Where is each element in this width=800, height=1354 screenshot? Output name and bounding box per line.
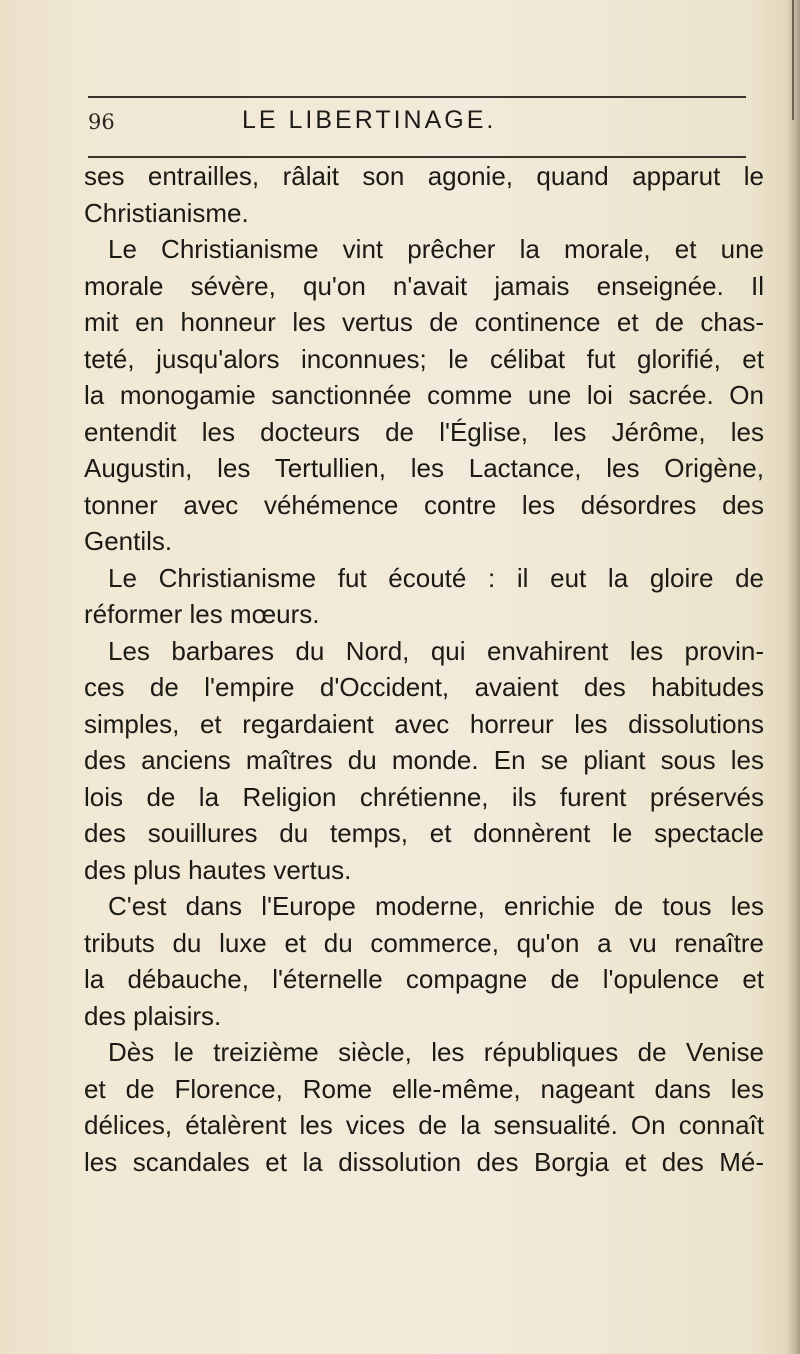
text-line: Le Christianisme fut écouté : il eut la gloire de (108, 562, 764, 593)
text-line: la débauche, l'éternelle compagne de l'opulence et (84, 964, 764, 994)
running-title: LE LIBERTINAGE. (242, 106, 497, 134)
text-line: Gentils. (84, 526, 173, 556)
page-edge-shadow (786, 0, 800, 1354)
text-line: Les barbares du Nord, qui envahirent les provin- (108, 635, 764, 666)
text-line: réformer les mœurs. (84, 599, 320, 629)
text-line: C'est dans l'Europe moderne, enrichie de tous les (108, 891, 764, 921)
text-line: Christianisme. (84, 197, 249, 228)
text-line: Dès le treizième siècle, les républiques de Venise (108, 1037, 764, 1067)
text-line: et de Florence, Rome elle-même, nageant dans les (84, 1073, 764, 1104)
text-line: ces de l'empire d'Occident, avaient des habitudes (84, 672, 764, 702)
text-line: la monogamie sanctionnée comme une loi sacrée. On (84, 380, 764, 410)
text-line: des anciens maîtres du monde. En se pliant sous les (84, 745, 764, 775)
text-line: tonner avec véhémence contre les désordres des (84, 489, 764, 520)
text-line: teté, jusqu'alors inconnues; le célibat fut glorifié, et (84, 343, 764, 374)
text-line: lois de la Religion chrétienne, ils furent préservés (84, 781, 764, 812)
text-line: tributs du luxe et du commerce, qu'on a vu renaître (84, 927, 764, 958)
page-header (88, 104, 748, 148)
body-text (84, 158, 764, 1180)
text-line: les scandales et la dissolution des Borgia et des Mé- (84, 1146, 764, 1177)
text-line: des souillures du temps, et donnèrent le spectacle (84, 818, 764, 848)
text-line: morale sévère, qu'on n'avait jamais enseignée. Il (84, 270, 764, 301)
page-edge-line (792, 0, 794, 120)
text-line: mit en honneur les vertus de continence et de chas- (84, 307, 764, 337)
text-line: Augustin, les Tertullien, les Lactance, les Origène, (84, 453, 764, 483)
text-line: entendit les docteurs de l'Église, les Jérôme, les (84, 416, 764, 447)
text-line: des plaisirs. (84, 1000, 222, 1031)
text-line: ses entrailles, râlait son agonie, quand apparut le (84, 161, 764, 191)
text-line: des plus hautes vertus. (84, 854, 352, 885)
page-number: 96 (88, 110, 115, 134)
text-line: délices, étalèrent les vices de la sensualité. On connaît (84, 1110, 764, 1140)
text-line: simples, et regardaient avec horreur les dissolutions (84, 708, 764, 739)
header-rule-top (88, 96, 746, 98)
text-line: Le Christianisme vint prêcher la morale, et une (108, 234, 764, 264)
